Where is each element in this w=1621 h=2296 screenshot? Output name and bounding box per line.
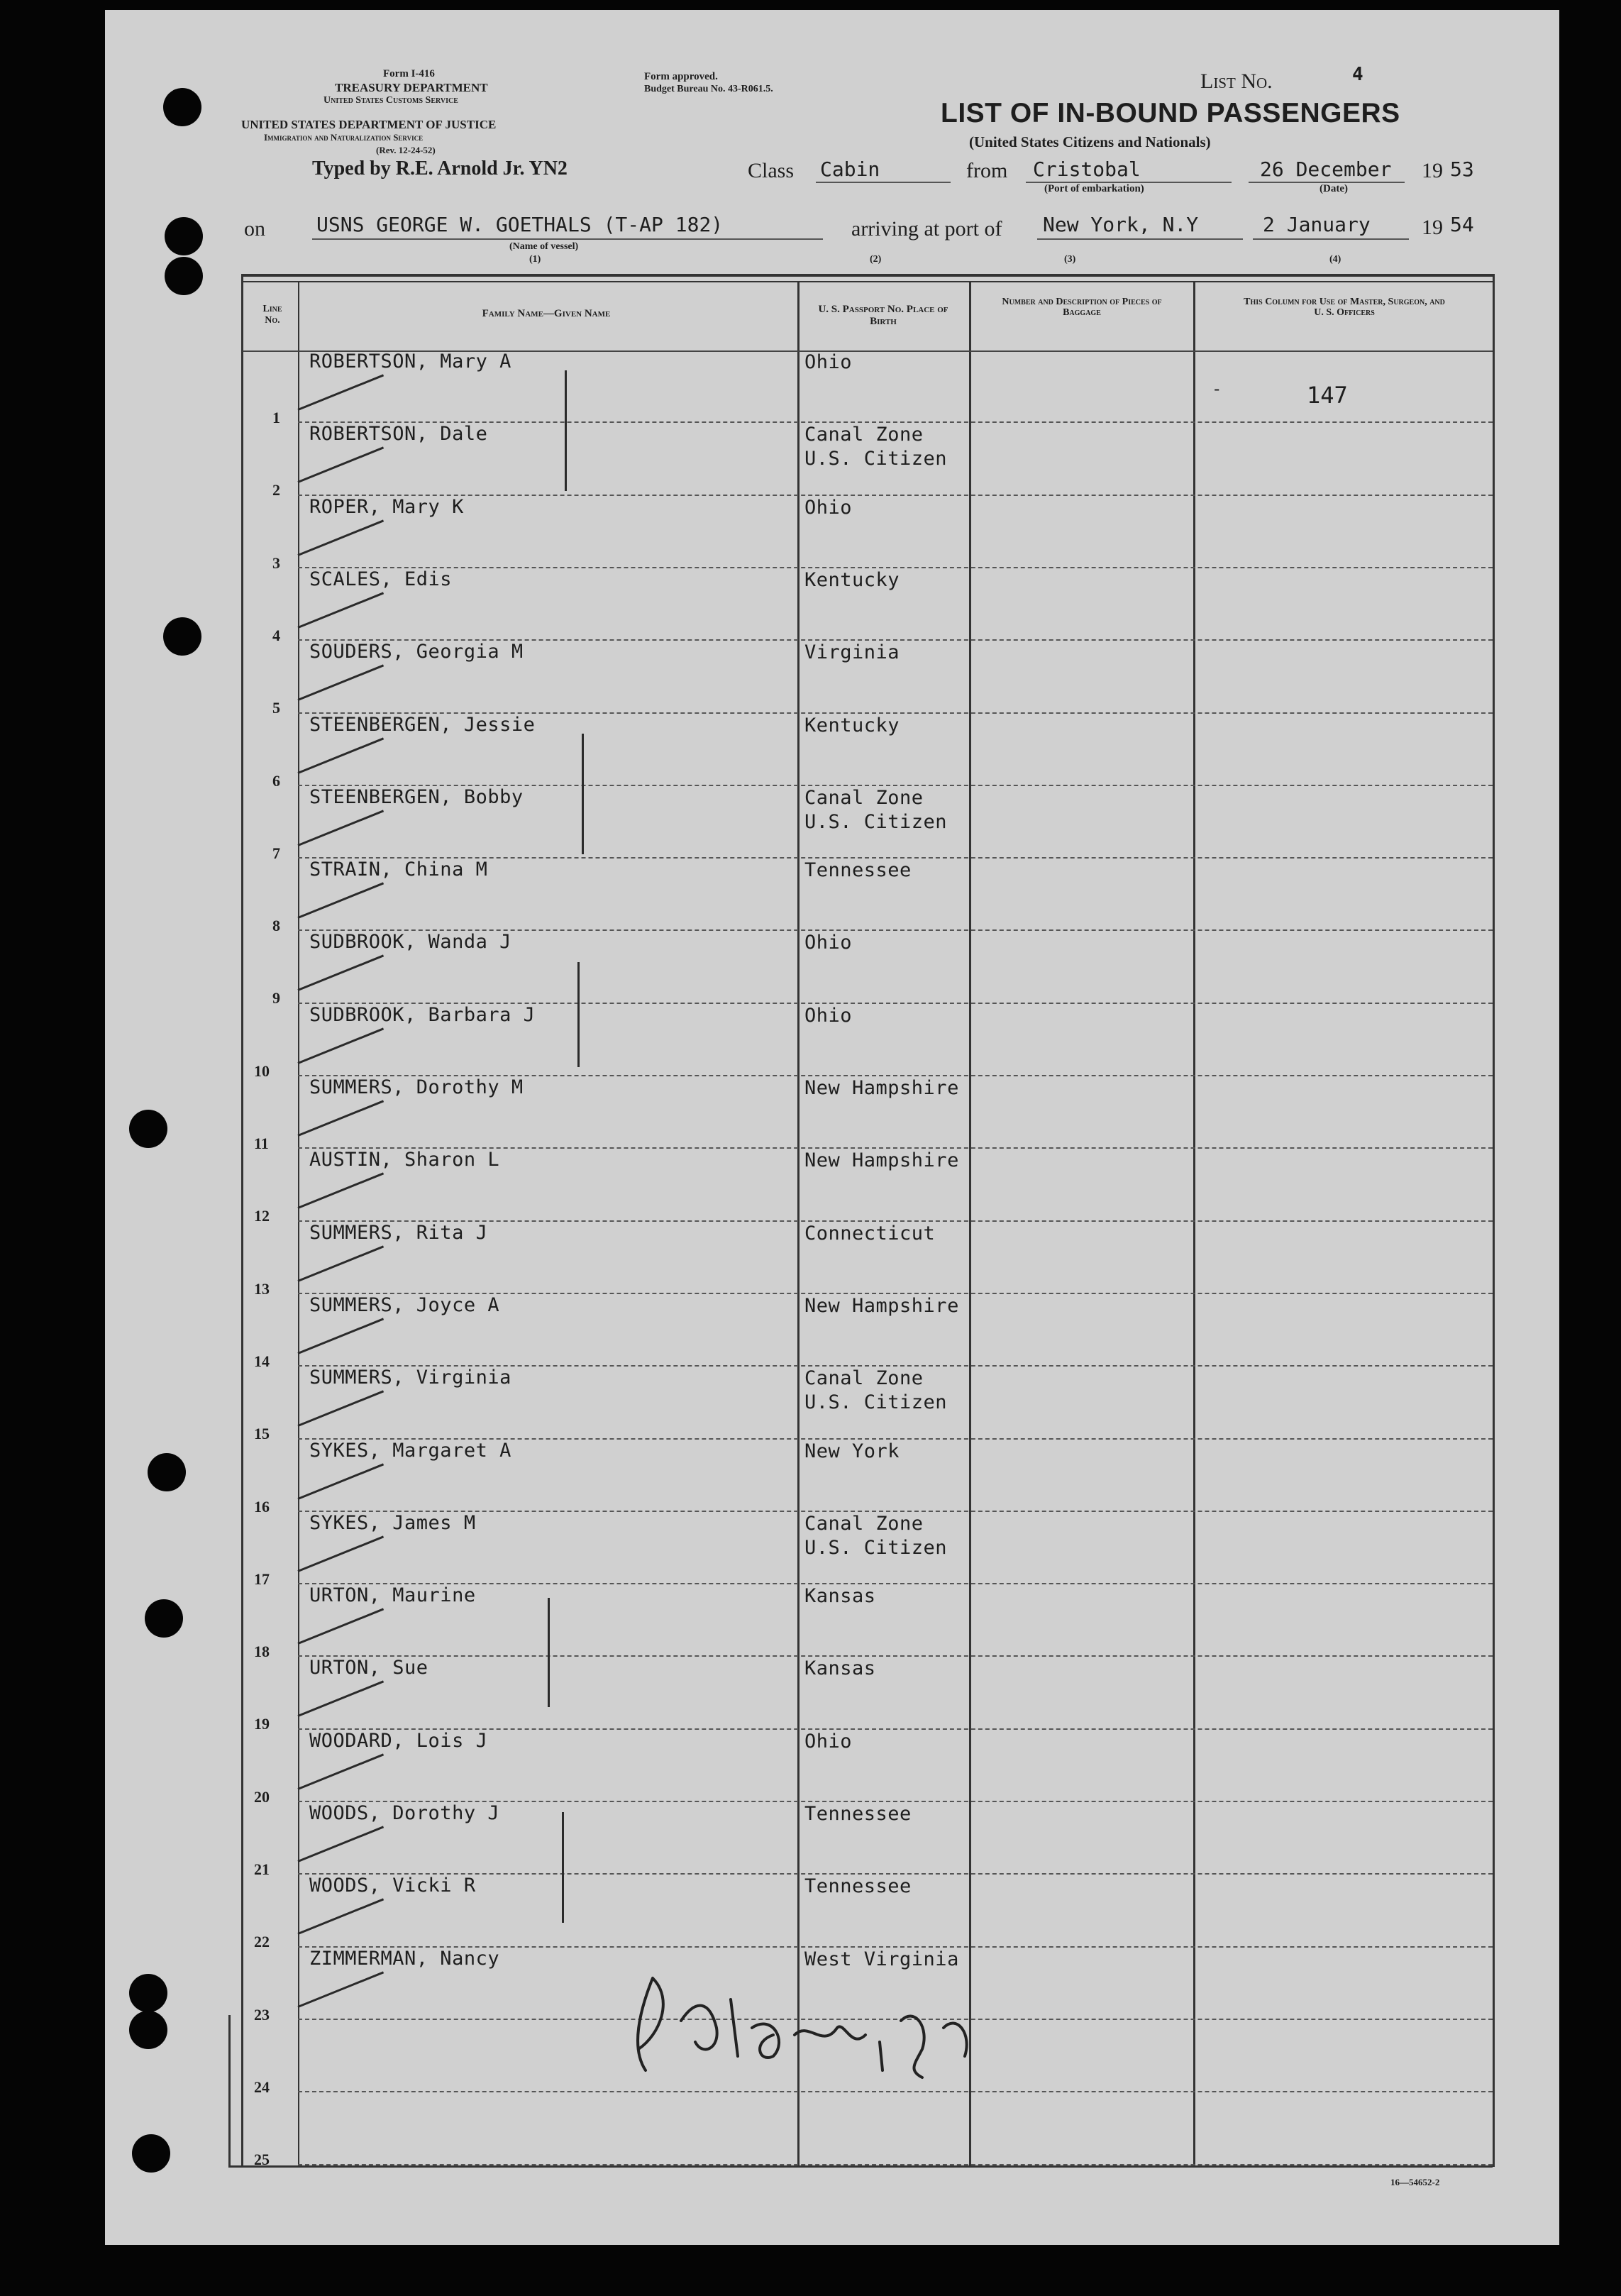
arriving-label: arriving at port of: [851, 217, 1002, 241]
typed-by: Typed by R.E. Arnold Jr. YN2: [312, 158, 568, 180]
arrival-date: 2 January: [1263, 213, 1371, 236]
place-of-birth: New York: [804, 1440, 900, 1462]
place-of-birth: Canal Zone U.S. Citizen: [804, 1512, 948, 1559]
passenger-name: SCALES, Edis: [309, 568, 453, 590]
passenger-name: ROPER, Mary K: [309, 495, 464, 518]
document-page: [105, 10, 1559, 2245]
department-of-justice: UNITED STATES DEPARTMENT OF JUSTICE: [241, 118, 497, 131]
table-right-border: [1493, 274, 1495, 2167]
passenger-name: SUMMERS, Virginia: [309, 1367, 511, 1389]
line-number: 1: [272, 409, 280, 426]
line-number: 25: [254, 2151, 270, 2169]
punch-hole: [129, 1974, 167, 2012]
punch-hole: [165, 257, 203, 295]
class-label: Class: [748, 159, 795, 182]
from-label: from: [966, 159, 1008, 182]
line-number: 7: [272, 844, 280, 862]
family-bracket-mark: [562, 1812, 564, 1923]
officers-header: This Column for Use of Master, Surgeon, and U. S. Officers: [1244, 297, 1445, 318]
line-number: 13: [254, 1279, 270, 1298]
line-number: 17: [254, 1569, 270, 1588]
place-of-birth: Kansas: [804, 1585, 876, 1608]
place-of-birth: Kansas: [804, 1657, 876, 1680]
place-of-birth: Ohio: [804, 351, 853, 373]
name-header: Family Name—Given Name: [482, 308, 611, 319]
family-bracket-mark: [565, 370, 567, 491]
passenger-name: ROBERTSON, Dale: [309, 423, 488, 446]
place-of-birth: Kentucky: [804, 568, 900, 591]
line-number: 16: [254, 1497, 270, 1516]
line-number: 18: [254, 1643, 270, 1661]
column-3-marker: (3): [1064, 254, 1076, 265]
row-separator: [298, 2164, 1493, 2165]
budget-bureau: Budget Bureau No. 43-R061.5.: [644, 84, 773, 94]
row-separator: [298, 495, 1493, 496]
passport-header: U. S. Passport No. Place of Birth: [818, 304, 948, 327]
date-caption: (Date): [1320, 183, 1348, 194]
passenger-name: WOODS, Vicki R: [309, 1875, 476, 1897]
underline: [1037, 238, 1243, 240]
place-of-birth: Canal Zone U.S. Citizen: [804, 1367, 948, 1414]
place-of-birth: New Hampshire: [804, 1149, 959, 1172]
place-of-birth: Canal Zone U.S. Citizen: [804, 424, 948, 470]
row-separator: [298, 2091, 1493, 2092]
column-1-marker: (1): [529, 254, 541, 265]
punch-hole: [165, 217, 203, 255]
embarkation-caption: (Port of embarkation): [1044, 183, 1144, 194]
underline: [312, 238, 823, 240]
row-separator: [298, 1583, 1493, 1584]
place-of-birth: Canal Zone U.S. Citizen: [804, 786, 948, 833]
passenger-name: SOUDERS, Georgia M: [309, 641, 524, 663]
punch-hole: [129, 1110, 167, 1148]
passenger-name: SYKES, James M: [309, 1511, 476, 1534]
line-number: 11: [254, 1135, 269, 1152]
customs-service: United States Customs Service: [323, 95, 458, 106]
place-of-birth: Ohio: [804, 1730, 853, 1753]
line-number: 19: [254, 1715, 270, 1733]
place-of-birth: Virginia: [804, 641, 900, 664]
family-bracket-mark: [548, 1598, 550, 1707]
embarkation-date: 26 December: [1260, 158, 1392, 181]
table-top-border: [241, 274, 1493, 277]
passenger-name: WOODARD, Lois J: [309, 1729, 488, 1752]
family-bracket-mark: [577, 962, 580, 1067]
punch-hole: [148, 1453, 186, 1491]
place-of-birth: Ohio: [804, 496, 853, 519]
column-divider: [797, 281, 800, 2165]
passenger-name: URTON, Sue: [309, 1657, 428, 1679]
underline: [816, 182, 951, 183]
year-prefix: 19: [1422, 159, 1443, 182]
punch-hole: [163, 88, 201, 126]
vessel-caption: (Name of vessel): [509, 241, 579, 252]
immigration-service: Immigration and Naturalization Service: [264, 132, 424, 143]
place-of-birth: Kentucky: [804, 714, 900, 736]
page-subtitle: (United States Citizens and Nationals): [969, 133, 1211, 150]
line-number: 4: [272, 626, 280, 644]
passenger-name: SUMMERS, Dorothy M: [309, 1076, 524, 1098]
page-title: LIST OF IN-BOUND PASSENGERS: [941, 98, 1400, 128]
treasury-department: TREASURY DEPARTMENT: [335, 81, 488, 94]
class-value: Cabin: [820, 158, 880, 181]
baggage-header: Number and Description of Pieces of Baggage: [1002, 297, 1162, 318]
place-of-birth: New Hampshire: [804, 1077, 959, 1099]
line-number: 5: [272, 699, 280, 717]
line-number: 20: [254, 1787, 270, 1806]
annotation-dash: -: [1212, 379, 1222, 399]
officer-annotation: 147: [1307, 382, 1348, 409]
arrival-year-prefix: 19: [1422, 216, 1443, 239]
passenger-name: AUSTIN, Sharon L: [309, 1149, 500, 1171]
line-number: 12: [254, 1207, 270, 1225]
place-of-birth: Tennessee: [804, 859, 912, 882]
line-number: 23: [254, 2005, 270, 2024]
form-approved: Form approved.: [644, 71, 718, 82]
place-of-birth: Ohio: [804, 932, 853, 954]
passenger-name: STEENBERGEN, Jessie: [309, 713, 536, 736]
passenger-name: SUMMERS, Joyce A: [309, 1293, 500, 1316]
form-number: Form I-416: [383, 68, 435, 79]
column-2-marker: (2): [870, 254, 882, 265]
arrival-year-suffix: 54: [1450, 213, 1474, 236]
passenger-name: SYKES, Margaret A: [309, 1439, 511, 1462]
line-number: 6: [272, 771, 280, 790]
line-number: 15: [254, 1425, 270, 1443]
place-of-birth: New Hampshire: [804, 1294, 959, 1317]
table-bottom-border: [228, 2165, 1493, 2168]
table-top-border: [241, 281, 1493, 282]
line-number: 8: [272, 917, 280, 935]
place-of-birth: Tennessee: [804, 1803, 912, 1825]
arrival-port: New York, N.Y: [1043, 213, 1199, 236]
passenger-name: SUDBROOK, Barbara J: [309, 1003, 536, 1026]
punch-hole: [145, 1599, 183, 1638]
passenger-name: ZIMMERMAN, Nancy: [309, 1947, 500, 1970]
passenger-name: SUDBROOK, Wanda J: [309, 931, 511, 954]
line-number: 14: [254, 1352, 270, 1370]
place-of-birth: Ohio: [804, 1004, 853, 1027]
year-suffix: 53: [1450, 158, 1474, 181]
line-number: 2: [272, 481, 280, 500]
line-number: 3: [272, 553, 280, 572]
line-number: 9: [272, 989, 280, 1008]
passenger-name: ROBERTSON, Mary A: [309, 351, 511, 372]
column-divider: [1193, 281, 1195, 2165]
list-no-label: List No.: [1200, 70, 1273, 93]
passenger-name: SUMMERS, Rita J: [309, 1221, 488, 1244]
column-4-marker: (4): [1329, 254, 1341, 265]
punch-hole: [132, 2134, 170, 2173]
line-number: 21: [254, 1860, 270, 1878]
family-bracket-mark: [582, 734, 584, 854]
place-of-birth: West Virginia: [804, 1948, 959, 1970]
on-label: on: [244, 217, 265, 241]
line-no-header: Line No.: [262, 304, 282, 326]
underline: [1253, 238, 1409, 240]
row-separator: [298, 1655, 1493, 1657]
place-of-birth: Tennessee: [804, 1875, 912, 1898]
passenger-name: STRAIN, China M: [309, 859, 488, 881]
revision-date: (Rev. 12-24-52): [376, 145, 436, 155]
vessel-name: USNS GEORGE W. GOETHALS (T-AP 182): [316, 213, 724, 236]
inspector-signature: [610, 1971, 993, 2085]
punch-hole: [129, 2011, 167, 2049]
passenger-name: WOODS, Dorothy J: [309, 1802, 500, 1824]
passenger-name: STEENBERGEN, Bobby: [309, 785, 524, 808]
port-of-embarkation: Cristobal: [1033, 158, 1141, 181]
list-number: 4: [1352, 64, 1363, 85]
line-number: 10: [254, 1061, 270, 1080]
place-of-birth: Connecticut: [804, 1222, 936, 1244]
punch-hole: [163, 617, 201, 656]
line-number: 22: [254, 1933, 270, 1951]
table-left-border: [241, 274, 243, 2167]
table-left-border: [228, 2015, 231, 2167]
footer-code: 16—54652-2: [1390, 2177, 1440, 2187]
column-divider: [969, 281, 971, 2165]
line-number: 24: [254, 2077, 270, 2096]
column-divider: [298, 281, 299, 2165]
passenger-name: URTON, Maurine: [309, 1584, 476, 1607]
